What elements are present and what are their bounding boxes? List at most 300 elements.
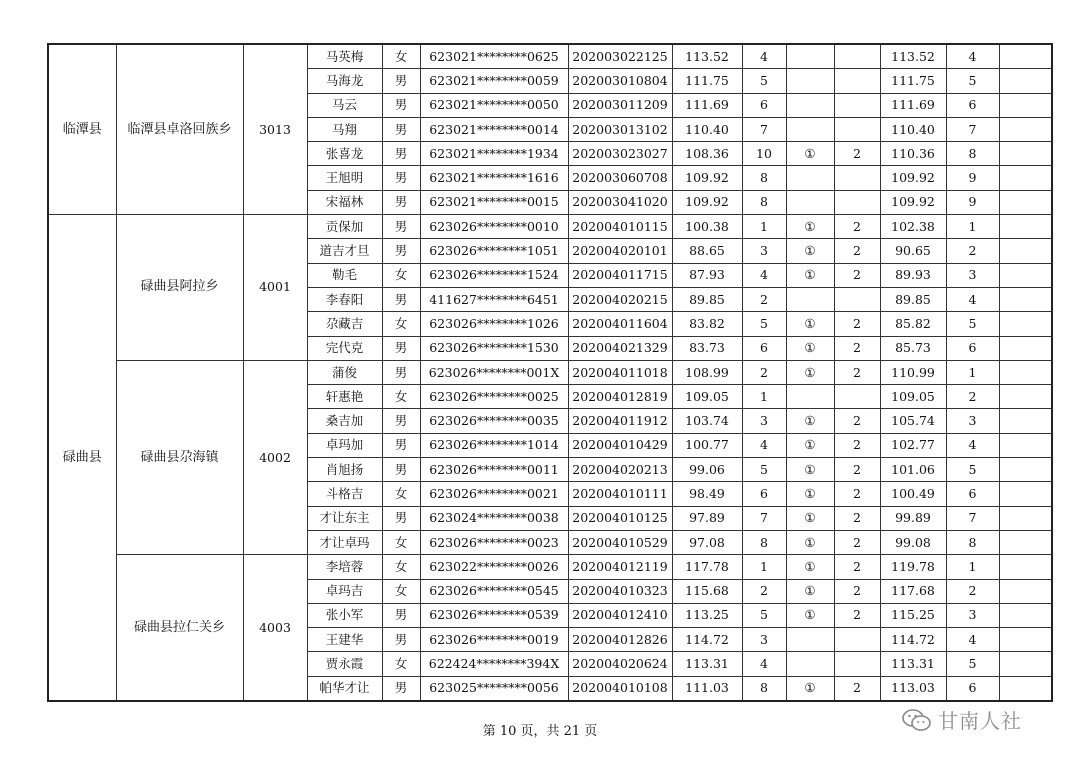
exam-number-cell: 202004012819 xyxy=(568,385,672,409)
watermark-text: 甘南人社 xyxy=(938,709,1022,733)
gender-cell: 女 xyxy=(382,555,420,579)
exam-number-cell: 202004010323 xyxy=(568,579,672,603)
exam-number-cell: 202004020101 xyxy=(568,239,672,263)
rank-cell: 8 xyxy=(742,530,786,554)
name-cell: 尕藏吉 xyxy=(307,312,382,336)
exam-number-cell: 202004010115 xyxy=(568,215,672,239)
id-number-cell: 623026********0025 xyxy=(420,385,568,409)
gender-cell: 女 xyxy=(382,263,420,287)
name-cell: 才让卓玛 xyxy=(307,530,382,554)
total-score-cell: 109.92 xyxy=(880,190,946,214)
rank-cell: 1 xyxy=(742,215,786,239)
name-cell: 贡保加 xyxy=(307,215,382,239)
id-number-cell: 623026********0539 xyxy=(420,603,568,627)
gender-cell: 男 xyxy=(382,409,420,433)
name-cell: 李春阳 xyxy=(307,287,382,311)
final-rank-cell: 1 xyxy=(946,215,999,239)
total-score-cell: 90.65 xyxy=(880,239,946,263)
remark-cell xyxy=(999,652,1052,676)
total-score-cell: 99.08 xyxy=(880,530,946,554)
bonus-points-cell: 2 xyxy=(834,360,880,384)
bonus-type-cell xyxy=(786,190,834,214)
remark-cell xyxy=(999,263,1052,287)
rank-cell: 10 xyxy=(742,142,786,166)
gender-cell: 女 xyxy=(382,579,420,603)
final-rank-cell: 4 xyxy=(946,44,999,69)
exam-number-cell: 202004020624 xyxy=(568,652,672,676)
exam-number-cell: 202004010429 xyxy=(568,433,672,457)
written-score-cell: 109.05 xyxy=(672,385,742,409)
table-row xyxy=(48,44,1052,69)
id-number-cell: 623026********0545 xyxy=(420,579,568,603)
gender-cell: 女 xyxy=(382,530,420,554)
final-rank-cell: 9 xyxy=(946,190,999,214)
rank-cell: 5 xyxy=(742,312,786,336)
name-cell: 斗格吉 xyxy=(307,482,382,506)
exam-number-cell: 202004011018 xyxy=(568,360,672,384)
id-number-cell: 623026********0021 xyxy=(420,482,568,506)
total-score-cell: 113.03 xyxy=(880,676,946,701)
written-score-cell: 117.78 xyxy=(672,555,742,579)
gender-cell: 男 xyxy=(382,190,420,214)
position-code-cell: 4001 xyxy=(243,215,307,361)
bonus-points-cell: 2 xyxy=(834,530,880,554)
name-cell: 宋福林 xyxy=(307,190,382,214)
bonus-points-cell: 2 xyxy=(834,482,880,506)
gender-cell: 男 xyxy=(382,166,420,190)
bonus-type-cell xyxy=(786,385,834,409)
written-score-cell: 103.74 xyxy=(672,409,742,433)
id-number-cell: 623026********0035 xyxy=(420,409,568,433)
rank-cell: 3 xyxy=(742,409,786,433)
id-number-cell: 623021********0625 xyxy=(420,44,568,69)
position-code-cell: 4002 xyxy=(243,360,307,554)
bonus-type-cell: ① xyxy=(786,603,834,627)
exam-number-cell: 202004012826 xyxy=(568,628,672,652)
total-score-cell: 85.82 xyxy=(880,312,946,336)
remark-cell xyxy=(999,433,1052,457)
bonus-points-cell: 2 xyxy=(834,239,880,263)
bonus-type-cell: ① xyxy=(786,482,834,506)
bonus-points-cell xyxy=(834,166,880,190)
bonus-type-cell: ① xyxy=(786,676,834,701)
remark-cell xyxy=(999,385,1052,409)
name-cell: 道吉才旦 xyxy=(307,239,382,263)
bonus-points-cell: 2 xyxy=(834,555,880,579)
gender-cell: 男 xyxy=(382,336,420,360)
rank-cell: 2 xyxy=(742,579,786,603)
id-number-cell: 623026********0011 xyxy=(420,458,568,482)
bonus-type-cell xyxy=(786,117,834,141)
final-rank-cell: 8 xyxy=(946,530,999,554)
bonus-points-cell xyxy=(834,628,880,652)
id-number-cell: 623021********0059 xyxy=(420,69,568,93)
gender-cell: 男 xyxy=(382,628,420,652)
exam-number-cell: 202004012410 xyxy=(568,603,672,627)
written-score-cell: 100.38 xyxy=(672,215,742,239)
remark-cell xyxy=(999,409,1052,433)
gender-cell: 男 xyxy=(382,506,420,530)
remark-cell xyxy=(999,312,1052,336)
final-rank-cell: 4 xyxy=(946,628,999,652)
id-number-cell: 623026********1051 xyxy=(420,239,568,263)
remark-cell xyxy=(999,676,1052,701)
bonus-type-cell xyxy=(786,166,834,190)
name-cell: 才让东主 xyxy=(307,506,382,530)
county-cell: 临潭县 xyxy=(48,44,116,215)
name-cell: 桑吉加 xyxy=(307,409,382,433)
rank-cell: 1 xyxy=(742,385,786,409)
rank-cell: 4 xyxy=(742,263,786,287)
bonus-points-cell: 2 xyxy=(834,506,880,530)
gender-cell: 男 xyxy=(382,142,420,166)
id-number-cell: 622424********394X xyxy=(420,652,568,676)
exam-number-cell: 202004020215 xyxy=(568,287,672,311)
bonus-type-cell: ① xyxy=(786,506,834,530)
final-rank-cell: 5 xyxy=(946,69,999,93)
written-score-cell: 115.68 xyxy=(672,579,742,603)
gender-cell: 女 xyxy=(382,385,420,409)
remark-cell xyxy=(999,482,1052,506)
final-rank-cell: 4 xyxy=(946,433,999,457)
id-number-cell: 623024********0038 xyxy=(420,506,568,530)
bonus-points-cell: 2 xyxy=(834,409,880,433)
exam-number-cell: 202003010804 xyxy=(568,69,672,93)
name-cell: 王旭明 xyxy=(307,166,382,190)
table-row xyxy=(48,360,1052,384)
rank-cell: 1 xyxy=(742,555,786,579)
unit-name-cell: 临潭县卓洛回族乡 xyxy=(116,44,243,215)
results-table xyxy=(47,43,1053,702)
name-cell: 李培蓉 xyxy=(307,555,382,579)
total-score-cell: 117.68 xyxy=(880,579,946,603)
total-score-cell: 113.52 xyxy=(880,44,946,69)
total-score-cell: 114.72 xyxy=(880,628,946,652)
gender-cell: 男 xyxy=(382,69,420,93)
total-score-cell: 85.73 xyxy=(880,336,946,360)
written-score-cell: 109.92 xyxy=(672,166,742,190)
bonus-points-cell: 2 xyxy=(834,676,880,701)
total-score-cell: 89.93 xyxy=(880,263,946,287)
bonus-type-cell: ① xyxy=(786,409,834,433)
total-score-cell: 109.92 xyxy=(880,166,946,190)
id-number-cell: 623026********0010 xyxy=(420,215,568,239)
rank-cell: 8 xyxy=(742,676,786,701)
name-cell: 马云 xyxy=(307,93,382,117)
exam-number-cell: 202004010125 xyxy=(568,506,672,530)
gender-cell: 男 xyxy=(382,93,420,117)
exam-number-cell: 202003022125 xyxy=(568,44,672,69)
bonus-type-cell: ① xyxy=(786,142,834,166)
name-cell: 张喜龙 xyxy=(307,142,382,166)
gender-cell: 男 xyxy=(382,117,420,141)
bonus-type-cell: ① xyxy=(786,239,834,263)
bonus-type-cell: ① xyxy=(786,579,834,603)
final-rank-cell: 9 xyxy=(946,166,999,190)
remark-cell xyxy=(999,93,1052,117)
rank-cell: 8 xyxy=(742,190,786,214)
name-cell: 轩惠艳 xyxy=(307,385,382,409)
bonus-points-cell xyxy=(834,652,880,676)
written-score-cell: 98.49 xyxy=(672,482,742,506)
bonus-points-cell xyxy=(834,190,880,214)
total-score-cell: 89.85 xyxy=(880,287,946,311)
written-score-cell: 114.72 xyxy=(672,628,742,652)
bonus-points-cell: 2 xyxy=(834,579,880,603)
rank-cell: 6 xyxy=(742,482,786,506)
name-cell: 勒毛 xyxy=(307,263,382,287)
bonus-points-cell: 2 xyxy=(834,215,880,239)
final-rank-cell: 3 xyxy=(946,409,999,433)
remark-cell xyxy=(999,44,1052,69)
remark-cell xyxy=(999,117,1052,141)
total-score-cell: 101.06 xyxy=(880,458,946,482)
final-rank-cell: 7 xyxy=(946,117,999,141)
bonus-type-cell xyxy=(786,287,834,311)
written-score-cell: 111.69 xyxy=(672,93,742,117)
name-cell: 完代克 xyxy=(307,336,382,360)
rank-cell: 2 xyxy=(742,287,786,311)
exam-number-cell: 202004012119 xyxy=(568,555,672,579)
total-score-cell: 115.25 xyxy=(880,603,946,627)
bonus-type-cell: ① xyxy=(786,360,834,384)
rank-cell: 2 xyxy=(742,360,786,384)
total-score-cell: 102.38 xyxy=(880,215,946,239)
bonus-points-cell xyxy=(834,385,880,409)
id-number-cell: 623026********001X xyxy=(420,360,568,384)
bonus-points-cell: 2 xyxy=(834,142,880,166)
final-rank-cell: 6 xyxy=(946,676,999,701)
bonus-type-cell: ① xyxy=(786,530,834,554)
bonus-points-cell: 2 xyxy=(834,336,880,360)
bonus-type-cell: ① xyxy=(786,215,834,239)
gender-cell: 女 xyxy=(382,312,420,336)
written-score-cell: 108.99 xyxy=(672,360,742,384)
written-score-cell: 88.65 xyxy=(672,239,742,263)
rank-cell: 6 xyxy=(742,336,786,360)
exam-number-cell: 202004010529 xyxy=(568,530,672,554)
written-score-cell: 83.73 xyxy=(672,336,742,360)
written-score-cell: 111.75 xyxy=(672,69,742,93)
written-score-cell: 83.82 xyxy=(672,312,742,336)
total-score-cell: 100.49 xyxy=(880,482,946,506)
gender-cell: 男 xyxy=(382,239,420,263)
rank-cell: 4 xyxy=(742,652,786,676)
county-cell: 碌曲县 xyxy=(48,215,116,701)
remark-cell xyxy=(999,166,1052,190)
position-code-cell: 3013 xyxy=(243,44,307,215)
written-score-cell: 108.36 xyxy=(672,142,742,166)
exam-number-cell: 202004011912 xyxy=(568,409,672,433)
bonus-type-cell xyxy=(786,69,834,93)
name-cell: 王建华 xyxy=(307,628,382,652)
final-rank-cell: 1 xyxy=(946,360,999,384)
name-cell: 蒲俊 xyxy=(307,360,382,384)
total-score-cell: 99.89 xyxy=(880,506,946,530)
final-rank-cell: 5 xyxy=(946,652,999,676)
total-score-cell: 119.78 xyxy=(880,555,946,579)
gender-cell: 男 xyxy=(382,287,420,311)
id-number-cell: 623021********1934 xyxy=(420,142,568,166)
rank-cell: 8 xyxy=(742,166,786,190)
bonus-type-cell: ① xyxy=(786,555,834,579)
table-row xyxy=(48,555,1052,579)
id-number-cell: 623026********0023 xyxy=(420,530,568,554)
gender-cell: 男 xyxy=(382,676,420,701)
remark-cell xyxy=(999,458,1052,482)
exam-number-cell: 202004010111 xyxy=(568,482,672,506)
written-score-cell: 89.85 xyxy=(672,287,742,311)
total-score-cell: 109.05 xyxy=(880,385,946,409)
bonus-type-cell: ① xyxy=(786,433,834,457)
unit-name-cell: 碌曲县阿拉乡 xyxy=(116,215,243,361)
name-cell: 帕华才让 xyxy=(307,676,382,701)
remark-cell xyxy=(999,336,1052,360)
final-rank-cell: 5 xyxy=(946,312,999,336)
bonus-points-cell: 2 xyxy=(834,603,880,627)
final-rank-cell: 6 xyxy=(946,482,999,506)
total-score-cell: 111.75 xyxy=(880,69,946,93)
exam-number-cell: 202003023027 xyxy=(568,142,672,166)
id-number-cell: 411627********6451 xyxy=(420,287,568,311)
remark-cell xyxy=(999,628,1052,652)
bonus-points-cell xyxy=(834,287,880,311)
id-number-cell: 623026********0019 xyxy=(420,628,568,652)
remark-cell xyxy=(999,603,1052,627)
remark-cell xyxy=(999,579,1052,603)
watermark xyxy=(902,705,1022,734)
written-score-cell: 109.92 xyxy=(672,190,742,214)
rank-cell: 6 xyxy=(742,93,786,117)
rank-cell: 4 xyxy=(742,44,786,69)
exam-number-cell: 202004021329 xyxy=(568,336,672,360)
bonus-points-cell xyxy=(834,117,880,141)
final-rank-cell: 4 xyxy=(946,287,999,311)
rank-cell: 3 xyxy=(742,628,786,652)
name-cell: 卓玛加 xyxy=(307,433,382,457)
bonus-type-cell: ① xyxy=(786,312,834,336)
name-cell: 卓玛吉 xyxy=(307,579,382,603)
total-score-cell: 105.74 xyxy=(880,409,946,433)
rank-cell: 5 xyxy=(742,603,786,627)
final-rank-cell: 2 xyxy=(946,239,999,263)
bonus-points-cell xyxy=(834,93,880,117)
wechat-icon xyxy=(902,708,932,732)
bonus-type-cell xyxy=(786,44,834,69)
rank-cell: 3 xyxy=(742,239,786,263)
gender-cell: 男 xyxy=(382,458,420,482)
bonus-points-cell: 2 xyxy=(834,433,880,457)
gender-cell: 男 xyxy=(382,603,420,627)
gender-cell: 女 xyxy=(382,482,420,506)
remark-cell xyxy=(999,215,1052,239)
id-number-cell: 623026********1530 xyxy=(420,336,568,360)
written-score-cell: 87.93 xyxy=(672,263,742,287)
remark-cell xyxy=(999,287,1052,311)
written-score-cell: 110.40 xyxy=(672,117,742,141)
remark-cell xyxy=(999,142,1052,166)
total-score-cell: 111.69 xyxy=(880,93,946,117)
remark-cell xyxy=(999,555,1052,579)
total-score-cell: 102.77 xyxy=(880,433,946,457)
bonus-points-cell: 2 xyxy=(834,458,880,482)
gender-cell: 女 xyxy=(382,652,420,676)
bonus-type-cell: ① xyxy=(786,263,834,287)
unit-name-cell: 碌曲县尕海镇 xyxy=(116,360,243,554)
bonus-points-cell: 2 xyxy=(834,263,880,287)
remark-cell xyxy=(999,530,1052,554)
id-number-cell: 623026********1014 xyxy=(420,433,568,457)
id-number-cell: 623026********1026 xyxy=(420,312,568,336)
total-score-cell: 110.99 xyxy=(880,360,946,384)
rank-cell: 5 xyxy=(742,69,786,93)
rank-cell: 4 xyxy=(742,433,786,457)
gender-cell: 男 xyxy=(382,215,420,239)
gender-cell: 女 xyxy=(382,44,420,69)
name-cell: 贾永霞 xyxy=(307,652,382,676)
bonus-type-cell xyxy=(786,93,834,117)
exam-number-cell: 202004020213 xyxy=(568,458,672,482)
written-score-cell: 113.31 xyxy=(672,652,742,676)
gender-cell: 男 xyxy=(382,433,420,457)
exam-number-cell: 202003013102 xyxy=(568,117,672,141)
bonus-type-cell: ① xyxy=(786,336,834,360)
remark-cell xyxy=(999,69,1052,93)
name-cell: 马海龙 xyxy=(307,69,382,93)
exam-number-cell: 202004011715 xyxy=(568,263,672,287)
bonus-points-cell xyxy=(834,69,880,93)
bonus-type-cell xyxy=(786,652,834,676)
final-rank-cell: 6 xyxy=(946,93,999,117)
remark-cell xyxy=(999,190,1052,214)
final-rank-cell: 7 xyxy=(946,506,999,530)
rank-cell: 7 xyxy=(742,117,786,141)
written-score-cell: 113.25 xyxy=(672,603,742,627)
bonus-type-cell: ① xyxy=(786,458,834,482)
exam-number-cell: 202003011209 xyxy=(568,93,672,117)
table-row xyxy=(48,215,1052,239)
remark-cell xyxy=(999,506,1052,530)
exam-number-cell: 202003060708 xyxy=(568,166,672,190)
position-code-cell: 4003 xyxy=(243,555,307,701)
name-cell: 马英梅 xyxy=(307,44,382,69)
written-score-cell: 113.52 xyxy=(672,44,742,69)
written-score-cell: 97.08 xyxy=(672,530,742,554)
rank-cell: 7 xyxy=(742,506,786,530)
final-rank-cell: 3 xyxy=(946,263,999,287)
exam-number-cell: 202003041020 xyxy=(568,190,672,214)
written-score-cell: 97.89 xyxy=(672,506,742,530)
exam-number-cell: 202004010108 xyxy=(568,676,672,701)
unit-name-cell: 碌曲县拉仁关乡 xyxy=(116,555,243,701)
final-rank-cell: 1 xyxy=(946,555,999,579)
id-number-cell: 623025********0056 xyxy=(420,676,568,701)
bonus-type-cell xyxy=(786,628,834,652)
remark-cell xyxy=(999,239,1052,263)
name-cell: 张小军 xyxy=(307,603,382,627)
id-number-cell: 623021********0050 xyxy=(420,93,568,117)
id-number-cell: 623026********1524 xyxy=(420,263,568,287)
final-rank-cell: 8 xyxy=(946,142,999,166)
written-score-cell: 99.06 xyxy=(672,458,742,482)
final-rank-cell: 2 xyxy=(946,385,999,409)
final-rank-cell: 2 xyxy=(946,579,999,603)
id-number-cell: 623021********0015 xyxy=(420,190,568,214)
id-number-cell: 623021********1616 xyxy=(420,166,568,190)
name-cell: 马翔 xyxy=(307,117,382,141)
name-cell: 肖旭扬 xyxy=(307,458,382,482)
final-rank-cell: 6 xyxy=(946,336,999,360)
